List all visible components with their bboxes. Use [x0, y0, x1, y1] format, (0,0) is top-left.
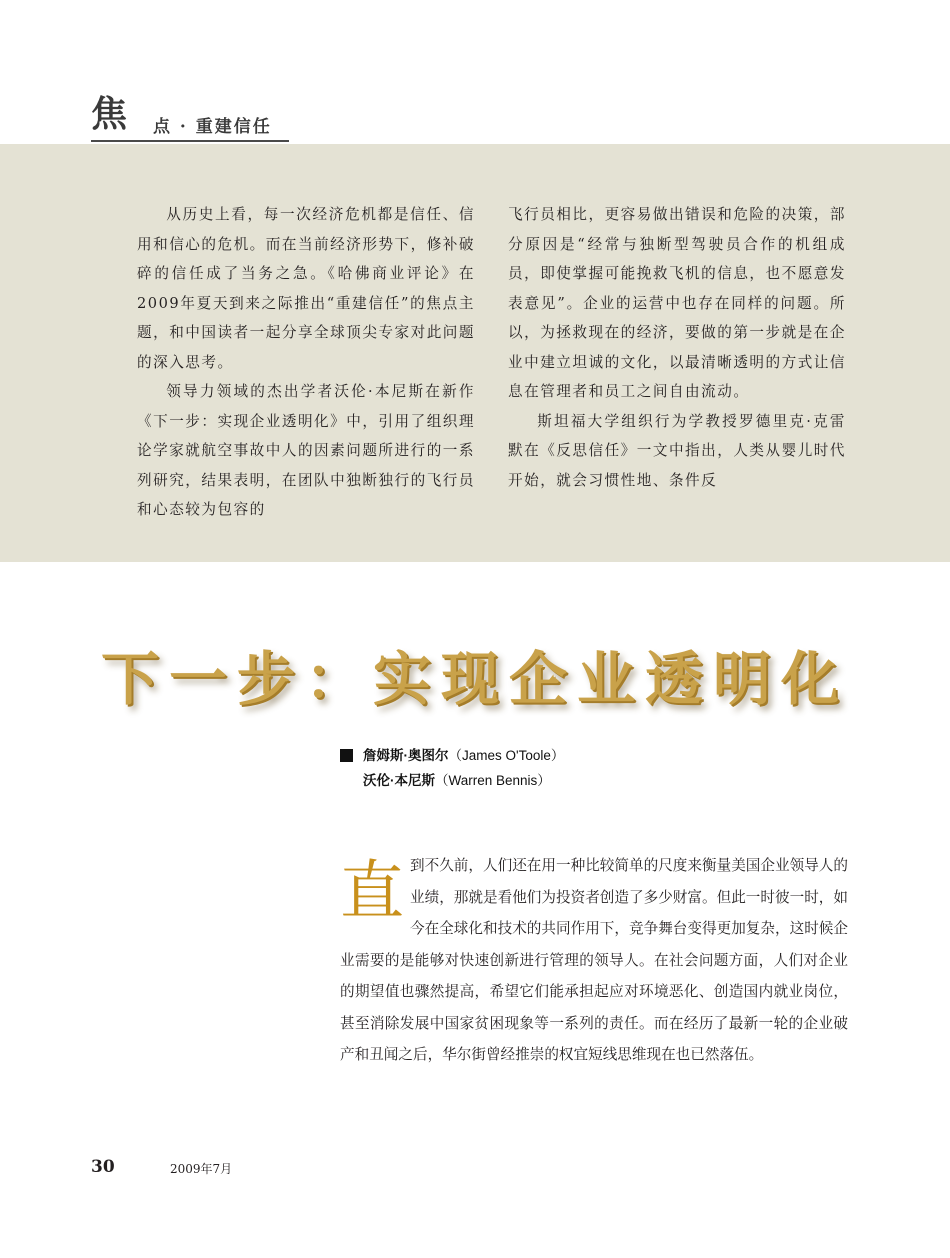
author-english-name: （James O'Toole）	[448, 748, 565, 763]
author-english-name: （Warren Bennis）	[435, 773, 551, 788]
intro-paragraph: 飞行员相比，更容易做出错误和危险的决策，部分原因是“经常与独断型驾驶员合作的机组成员，即使掌握可能挽救飞机的信息，也不愿意发表意见”。企业的运营中也存在同样的问题。所以，为拯救现在的经济，要做的第一步就是在企业中建立坦诚的文化，以最清晰透明的方式让信息在管理者和员工之间自由流动。	[508, 206, 846, 400]
article-body	[340, 850, 848, 1071]
page-number: 30	[91, 1157, 115, 1177]
author-name: 沃伦·本尼斯	[363, 773, 435, 788]
body-paragraph: 到不久前，人们还在用一种比较简单的尺度来衡量美国企业领导人的业绩，那就是看他们为投资者创造了多少财富。但此一时彼一时，如今在全球化和技术的共同作用下，竞争舞台变得更加复杂，这时候企业需要的是能够对快速创新进行管理的领导人。在社会问题方面，人们对企业的期望值也骤然提高，希望它们能承担起应对环境恶化、创造国内就业岗位，甚至消除发展中国家贫困现象等一系列的责任。而在经历了最新一轮的企业破产和丑闻之后，华尔街曾经推崇的权宜短线思维现在也已然落伍。	[340, 857, 848, 1063]
intro-column-right	[508, 200, 846, 495]
section-header-subtitle: 点 · 重建信任	[153, 117, 272, 137]
drop-cap: 直	[340, 855, 404, 929]
intro-column-left	[137, 200, 475, 525]
intro-paragraph: 斯坦福大学组织行为学教授罗德里克·克雷默在《反思信任》一文中指出，人类从婴儿时代开始，就会习惯性地、条件反	[508, 412, 846, 489]
header-rule	[91, 140, 289, 142]
intro-paragraph: 领导力领域的杰出学者沃伦·本尼斯在新作《下一步：实现企业透明化》中，引用了组织理论学家就航空事故中人的因素问题所进行的一系列研究，结果表明，在团队中独断独行的飞行员和心态较为包容的	[137, 383, 475, 518]
author-block	[340, 743, 564, 793]
section-header-char: 焦	[91, 93, 128, 135]
intro-paragraph: 从历史上看，每一次经济危机都是信任、信用和信心的危机。而在当前经济形势下，修补破碎的信任成了当务之急。《哈佛商业评论》在2009年夏天到来之际推出“重建信任”的焦点主题，和中国读者一起分享全球顶尖专家对此问题的深入思考。	[137, 206, 475, 371]
author-row	[340, 768, 564, 793]
issue-date: 2009年7月	[170, 1162, 233, 1176]
author-name: 詹姆斯·奥图尔	[363, 748, 449, 763]
article-title: 下一步：实现企业透明化	[100, 645, 849, 713]
author-row	[340, 743, 564, 768]
section-header	[91, 92, 289, 144]
square-bullet-icon	[340, 749, 353, 762]
